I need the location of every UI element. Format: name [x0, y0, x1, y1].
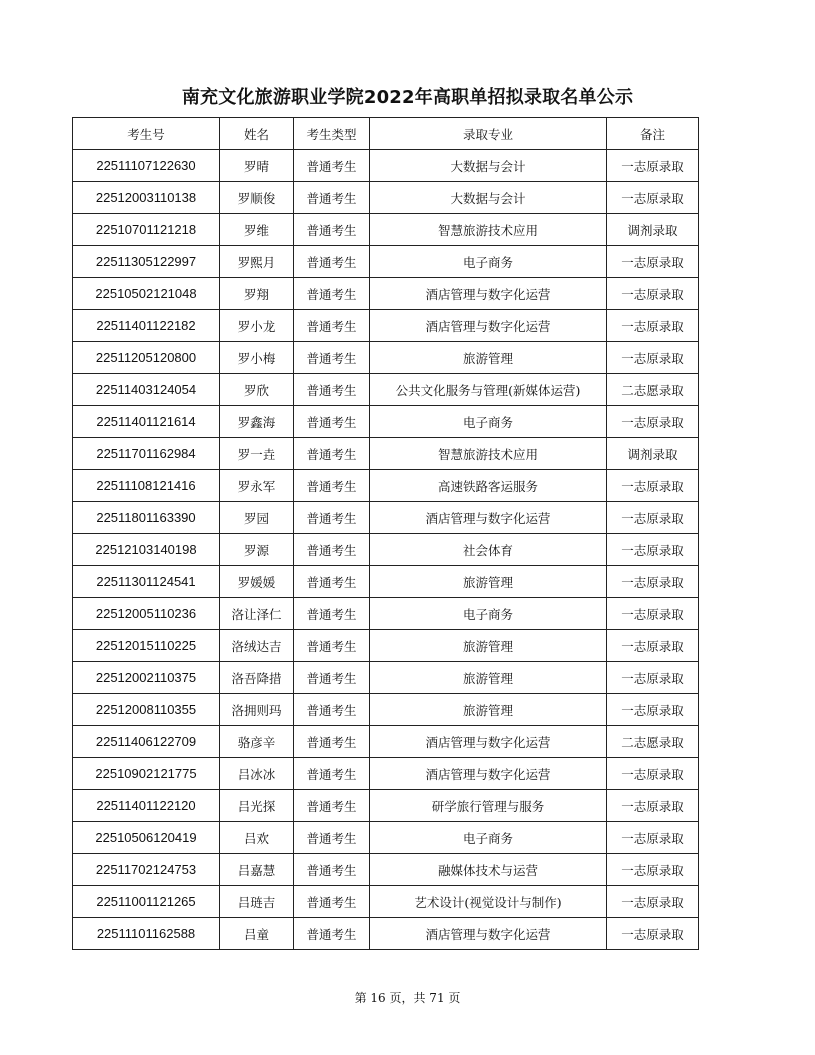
candidate-type-cell: 普通考生	[294, 790, 370, 822]
candidate-id-cell: 22511305122997	[73, 246, 220, 278]
major-cell: 酒店管理与数字化运营	[370, 758, 607, 790]
candidate-type-cell: 普通考生	[294, 630, 370, 662]
table-row	[73, 374, 699, 406]
candidate-id-cell: 22511401121614	[73, 406, 220, 438]
remark-cell: 二志愿录取	[607, 726, 699, 758]
table-row	[73, 438, 699, 470]
candidate-id-cell: 22510506120419	[73, 822, 220, 854]
remark-cell: 一志原录取	[607, 534, 699, 566]
major-cell: 融媒体技术与运营	[370, 854, 607, 886]
name-cell: 吕欢	[220, 822, 294, 854]
candidate-type-cell: 普通考生	[294, 374, 370, 406]
major-cell: 大数据与会计	[370, 150, 607, 182]
candidate-id-cell: 22512103140198	[73, 534, 220, 566]
candidate-type-cell: 普通考生	[294, 854, 370, 886]
name-cell: 吕冰冰	[220, 758, 294, 790]
major-cell: 电子商务	[370, 822, 607, 854]
name-cell: 罗园	[220, 502, 294, 534]
candidate-id-cell: 22511801163390	[73, 502, 220, 534]
table-row	[73, 502, 699, 534]
candidate-id-cell: 22511702124753	[73, 854, 220, 886]
name-cell: 罗顺俊	[220, 182, 294, 214]
table-row	[73, 726, 699, 758]
remark-cell: 一志原录取	[607, 182, 699, 214]
candidate-type-cell: 普通考生	[294, 502, 370, 534]
candidate-id-cell: 22512015110225	[73, 630, 220, 662]
candidate-type-cell: 普通考生	[294, 566, 370, 598]
table-row	[73, 150, 699, 182]
candidate-type-cell: 普通考生	[294, 406, 370, 438]
major-cell: 公共文化服务与管理(新媒体运营)	[370, 374, 607, 406]
header-major: 录取专业	[370, 118, 607, 150]
candidate-id-cell: 22511205120800	[73, 342, 220, 374]
name-cell: 罗翔	[220, 278, 294, 310]
table-row	[73, 566, 699, 598]
table-row	[73, 246, 699, 278]
remark-cell: 一志原录取	[607, 918, 699, 950]
header-candidate-id: 考生号	[73, 118, 220, 150]
table-row	[73, 662, 699, 694]
candidate-type-cell: 普通考生	[294, 278, 370, 310]
remark-cell: 一志原录取	[607, 150, 699, 182]
remark-cell: 一志原录取	[607, 694, 699, 726]
table-row	[73, 822, 699, 854]
page-footer: 第 16 页，共 71 页	[354, 991, 461, 1005]
candidate-type-cell: 普通考生	[294, 470, 370, 502]
candidate-id-cell: 22511001121265	[73, 886, 220, 918]
remark-cell: 一志原录取	[607, 566, 699, 598]
candidate-id-cell: 22511108121416	[73, 470, 220, 502]
candidate-type-cell: 普通考生	[294, 726, 370, 758]
admission-table	[72, 117, 699, 950]
name-cell: 罗媛媛	[220, 566, 294, 598]
table-row	[73, 598, 699, 630]
table-row	[73, 758, 699, 790]
name-cell: 罗维	[220, 214, 294, 246]
header-name: 姓名	[220, 118, 294, 150]
candidate-type-cell: 普通考生	[294, 598, 370, 630]
candidate-id-cell: 22512008110355	[73, 694, 220, 726]
candidate-id-cell: 22511701162984	[73, 438, 220, 470]
major-cell: 研学旅行管理与服务	[370, 790, 607, 822]
remark-cell: 一志原录取	[607, 662, 699, 694]
table-row	[73, 342, 699, 374]
page-title: 南充文化旅游职业学院2022年高职单招拟录取名单公示	[181, 87, 634, 108]
name-cell: 罗小梅	[220, 342, 294, 374]
candidate-type-cell: 普通考生	[294, 662, 370, 694]
major-cell: 社会体育	[370, 534, 607, 566]
remark-cell: 一志原录取	[607, 854, 699, 886]
major-cell: 酒店管理与数字化运营	[370, 502, 607, 534]
remark-cell: 一志原录取	[607, 246, 699, 278]
header-remark: 备注	[607, 118, 699, 150]
remark-cell: 一志原录取	[607, 886, 699, 918]
table-row	[73, 790, 699, 822]
table-row	[73, 182, 699, 214]
name-cell: 罗永军	[220, 470, 294, 502]
major-cell: 旅游管理	[370, 662, 607, 694]
name-cell: 罗熙月	[220, 246, 294, 278]
name-cell: 吕嘉慧	[220, 854, 294, 886]
name-cell: 洛绒达吉	[220, 630, 294, 662]
candidate-type-cell: 普通考生	[294, 214, 370, 246]
candidate-type-cell: 普通考生	[294, 438, 370, 470]
major-cell: 电子商务	[370, 598, 607, 630]
remark-cell: 调剂录取	[607, 438, 699, 470]
remark-cell: 一志原录取	[607, 758, 699, 790]
name-cell: 洛拥则玛	[220, 694, 294, 726]
candidate-type-cell: 普通考生	[294, 886, 370, 918]
major-cell: 智慧旅游技术应用	[370, 438, 607, 470]
table-row	[73, 630, 699, 662]
name-cell: 罗欣	[220, 374, 294, 406]
major-cell: 旅游管理	[370, 566, 607, 598]
major-cell: 艺术设计(视觉设计与制作)	[370, 886, 607, 918]
major-cell: 电子商务	[370, 246, 607, 278]
candidate-id-cell: 22511101162588	[73, 918, 220, 950]
candidate-id-cell: 22511406122709	[73, 726, 220, 758]
candidate-type-cell: 普通考生	[294, 694, 370, 726]
table-row	[73, 278, 699, 310]
candidate-id-cell: 22511401122120	[73, 790, 220, 822]
remark-cell: 一志原录取	[607, 470, 699, 502]
remark-cell: 二志愿录取	[607, 374, 699, 406]
remark-cell: 一志原录取	[607, 598, 699, 630]
major-cell: 酒店管理与数字化运营	[370, 918, 607, 950]
remark-cell: 一志原录取	[607, 790, 699, 822]
remark-cell: 调剂录取	[607, 214, 699, 246]
name-cell: 吕童	[220, 918, 294, 950]
candidate-id-cell: 22511403124054	[73, 374, 220, 406]
candidate-id-cell: 22512003110138	[73, 182, 220, 214]
major-cell: 旅游管理	[370, 630, 607, 662]
major-cell: 高速铁路客运服务	[370, 470, 607, 502]
candidate-id-cell: 22510902121775	[73, 758, 220, 790]
candidate-type-cell: 普通考生	[294, 758, 370, 790]
candidate-type-cell: 普通考生	[294, 182, 370, 214]
major-cell: 大数据与会计	[370, 182, 607, 214]
candidate-id-cell: 22511107122630	[73, 150, 220, 182]
candidate-id-cell: 22511301124541	[73, 566, 220, 598]
name-cell: 洛吾降措	[220, 662, 294, 694]
table-body	[73, 150, 699, 950]
candidate-type-cell: 普通考生	[294, 150, 370, 182]
name-cell: 吕琏吉	[220, 886, 294, 918]
table-row	[73, 918, 699, 950]
candidate-type-cell: 普通考生	[294, 310, 370, 342]
candidate-type-cell: 普通考生	[294, 918, 370, 950]
table-row	[73, 470, 699, 502]
candidate-type-cell: 普通考生	[294, 822, 370, 854]
candidate-id-cell: 22511401122182	[73, 310, 220, 342]
name-cell: 罗小龙	[220, 310, 294, 342]
table-row	[73, 694, 699, 726]
table-row	[73, 406, 699, 438]
name-cell: 罗晴	[220, 150, 294, 182]
table-header-row	[73, 118, 699, 150]
table-row	[73, 310, 699, 342]
major-cell: 酒店管理与数字化运营	[370, 726, 607, 758]
remark-cell: 一志原录取	[607, 342, 699, 374]
name-cell: 骆彦辛	[220, 726, 294, 758]
major-cell: 智慧旅游技术应用	[370, 214, 607, 246]
name-cell: 罗源	[220, 534, 294, 566]
major-cell: 旅游管理	[370, 342, 607, 374]
remark-cell: 一志原录取	[607, 310, 699, 342]
candidate-id-cell: 22512005110236	[73, 598, 220, 630]
major-cell: 电子商务	[370, 406, 607, 438]
candidate-type-cell: 普通考生	[294, 342, 370, 374]
name-cell: 罗鑫海	[220, 406, 294, 438]
remark-cell: 一志原录取	[607, 278, 699, 310]
header-candidate-type: 考生类型	[294, 118, 370, 150]
remark-cell: 一志原录取	[607, 630, 699, 662]
remark-cell: 一志原录取	[607, 822, 699, 854]
remark-cell: 一志原录取	[607, 502, 699, 534]
name-cell: 洛让泽仁	[220, 598, 294, 630]
table-row	[73, 214, 699, 246]
candidate-type-cell: 普通考生	[294, 246, 370, 278]
major-cell: 酒店管理与数字化运营	[370, 278, 607, 310]
table-row	[73, 854, 699, 886]
table-row	[73, 534, 699, 566]
candidate-id-cell: 22510502121048	[73, 278, 220, 310]
major-cell: 旅游管理	[370, 694, 607, 726]
major-cell: 酒店管理与数字化运营	[370, 310, 607, 342]
remark-cell: 一志原录取	[607, 406, 699, 438]
name-cell: 吕光探	[220, 790, 294, 822]
candidate-id-cell: 22510701121218	[73, 214, 220, 246]
candidate-id-cell: 22512002110375	[73, 662, 220, 694]
name-cell: 罗一垚	[220, 438, 294, 470]
table-row	[73, 886, 699, 918]
candidate-type-cell: 普通考生	[294, 534, 370, 566]
